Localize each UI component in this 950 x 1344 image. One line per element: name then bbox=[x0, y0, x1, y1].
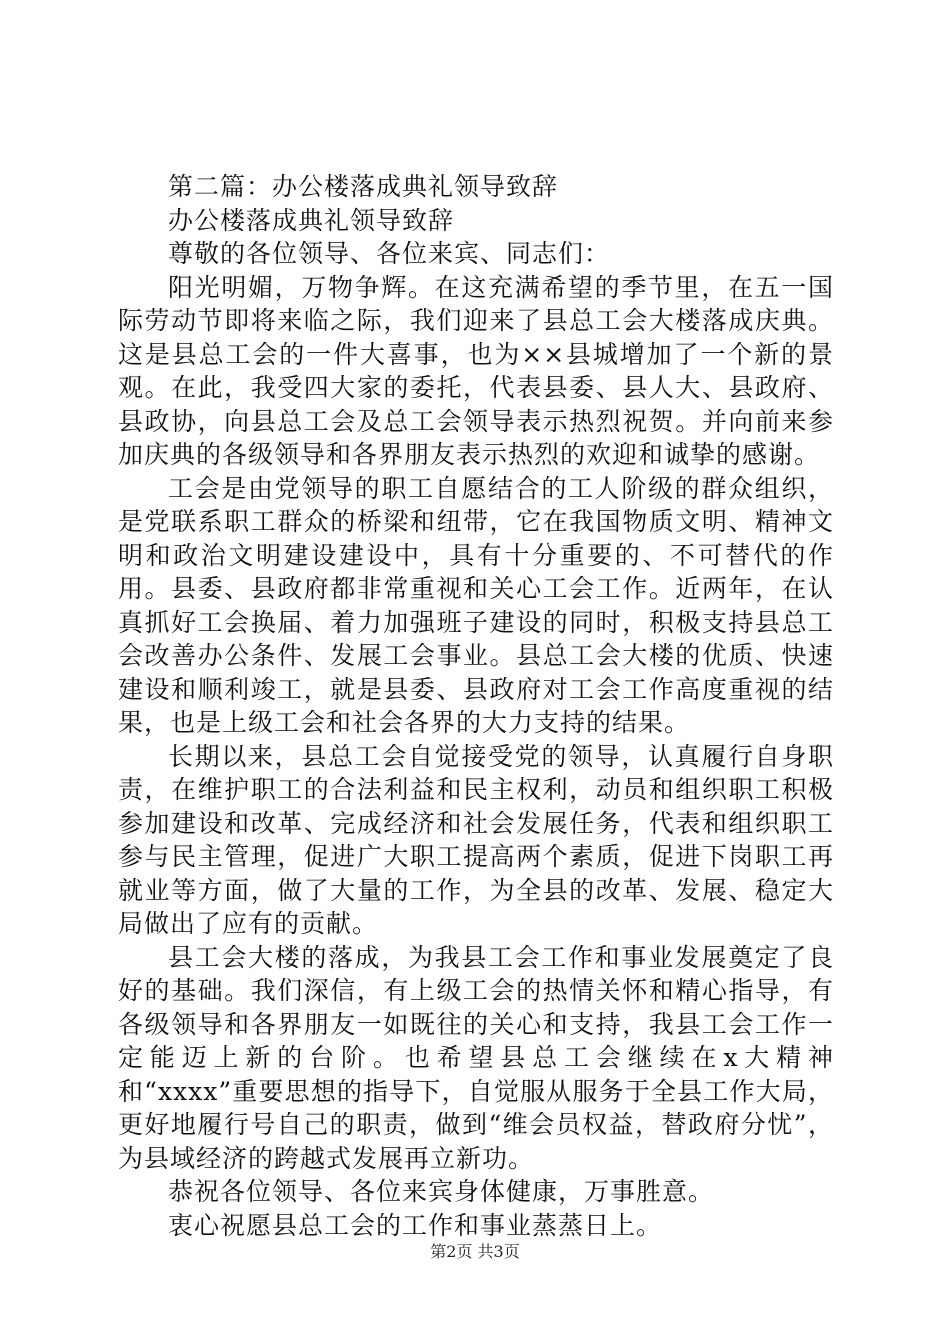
closing-line: 恭祝各位领导、各位来宾身体健康，万事胜意。 bbox=[168, 1177, 715, 1206]
page-number: 第2页 共3页 bbox=[430, 1242, 520, 1261]
salutation: 尊敬的各位领导、各位来宾、同志们： bbox=[168, 239, 611, 268]
closing-line: 衷心祝愿县总工会的工作和事业蒸蒸日上。 bbox=[168, 1210, 663, 1240]
body-paragraph: 长期以来，县总工会自觉接受党的领导，认真履行自身职责，在维护职工的合法利益和民主权利，动员和组织职工积极参加建设和改革、完成经济和社会发展任务，代表和组织职工参与民主管理，促进广大职工提高两个素质，促进下岗职工再就业等方面，做了大量的工作，为全县的改革、发展、稳定大局做出了应有的贡献。 bbox=[118, 741, 834, 938]
document-body bbox=[118, 170, 834, 1242]
body-paragraph: 县工会大楼的落成，为我县工会工作和事业发展奠定了良好的基础。我们深信，有上级工会的热情关怀和精心指导，有各级领导和各界朋友一如既往的关心和支持，我县工会工作一定能迈上新的台阶。也希望县总工会继续在x大精神和“xxxx”重要思想的指导下，自觉服从服务于全县工作大局，更好地履行号自己的职责，做到“维会员权益，替政府分忧”，为县域经济的跨越式发展再立新功。 bbox=[118, 942, 834, 1173]
page-footer bbox=[0, 1242, 950, 1262]
document-title: 办公楼落成典礼领导致辞 bbox=[168, 205, 455, 235]
body-paragraph: 工会是由党领导的职工自愿结合的工人阶级的群众组织，是党联系职工群众的桥梁和纽带，它在我国物质文明、精神文明和政治文明建设建设中，具有十分重要的、不可替代的作用。县委、县政府都非常重视和关心工会工作。近两年，在认真抓好工会换届、着力加强班子建设的同时，积极支持县总工会改善办公条件、发展工会事业。县总工会大楼的优质、快速建设和顺利竣工，就是县委、县政府对工会工作高度重视的结果，也是上级工会和社会各界的大力支持的结果。 bbox=[118, 473, 834, 737]
body-paragraph: 阳光明媚，万物争辉。在这充满希望的季节里，在五一国际劳动节即将来临之际，我们迎来了县总工会大楼落成庆典。这是县总工会的一件大喜事，也为××县城增加了一个新的景观。在此，我受四大家的委托，代表县委、县人大、县政府、县政协，向县总工会及总工会领导表示热烈祝贺。并向前来参加庆典的各级领导和各界朋友表示热烈的欢迎和诚挚的感谢。 bbox=[118, 272, 834, 469]
section-heading: 第二篇：办公楼落成典礼领导致辞 bbox=[168, 172, 559, 201]
